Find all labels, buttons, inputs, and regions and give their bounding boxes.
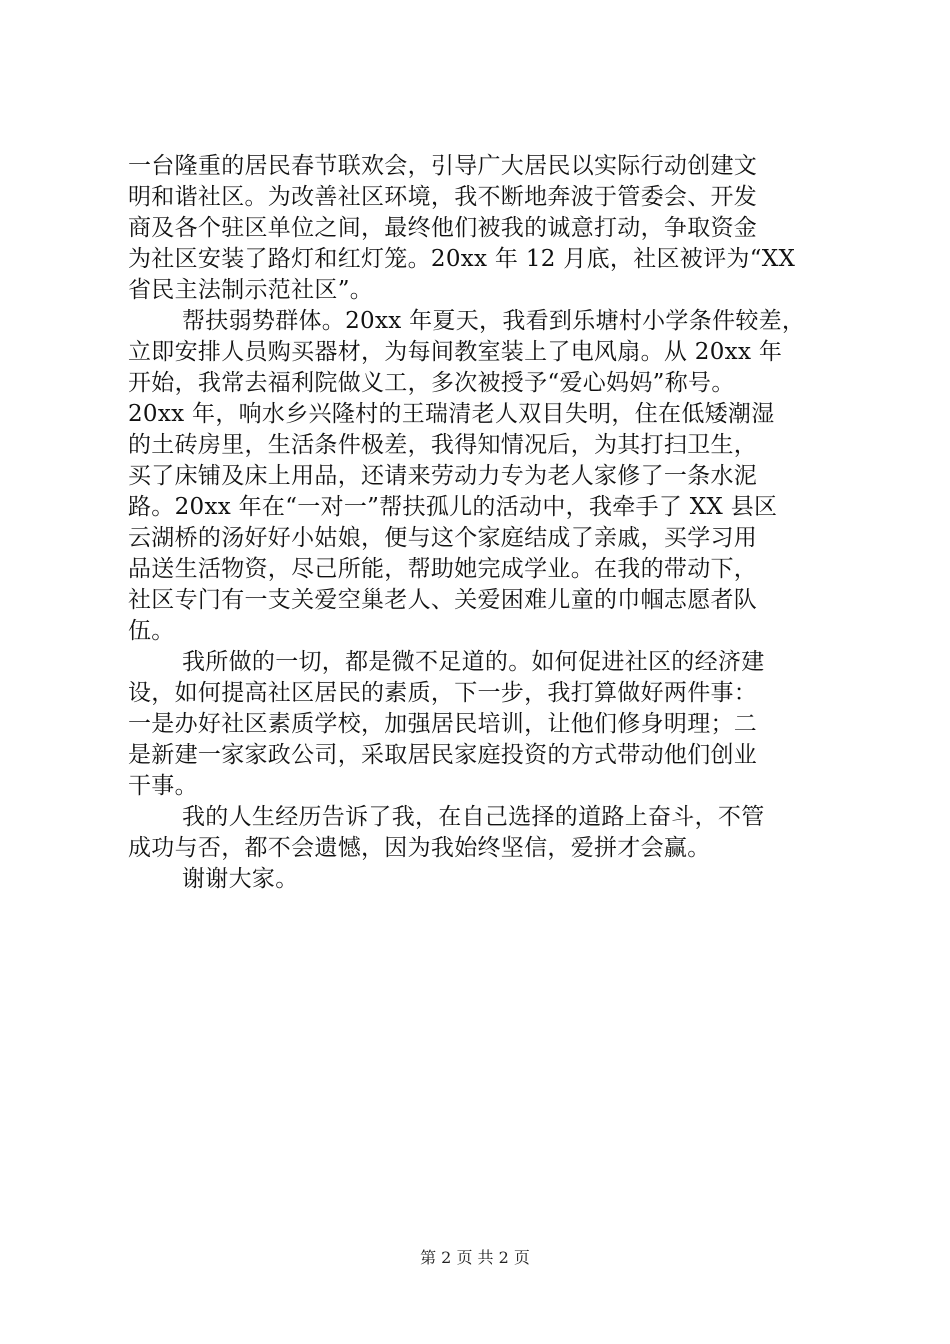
closing-line: 谢谢大家。 — [182, 866, 299, 892]
text-line: 的土砖房里，生活条件极差，我得知情况后，为其打扫卫生， — [128, 432, 758, 458]
text-line: 干事。 — [128, 773, 198, 799]
paragraph-start-line: 我的人生经历告诉了我，在自己选择的道路上奋斗，不管 — [182, 804, 765, 830]
text-line: 买了床铺及床上用品，还请来劳动力专为老人家修了一条水泥 — [128, 463, 758, 489]
text-line: 商及各个驻区单位之间，最终他们被我的诚意打动，争取资金 — [128, 215, 758, 241]
text-line: 立即安排人员购买器材，为每间教室装上了电风扇。从 20xx 年 — [128, 339, 783, 365]
text-line: 路。20xx 年在“一对一”帮扶孤儿的活动中，我牵手了 XX 县区 — [128, 494, 778, 520]
text-line: 明和谐社区。为改善社区环境，我不断地奔波于管委会、开发 — [128, 184, 758, 210]
body-text — [128, 151, 850, 895]
text-line: 品送生活物资，尽己所能，帮助她完成学业。在我的带动下， — [128, 556, 758, 582]
text-line: 省民主法制示范社区”。 — [128, 277, 374, 303]
text-line: 为社区安装了路灯和红灯笼。20xx 年 12 月底，社区被评为“XX — [128, 246, 796, 272]
paragraph-start-line: 帮扶弱势群体。20xx 年夏天，我看到乐塘村小学条件较差， — [182, 308, 806, 334]
text-line: 20xx 年，响水乡兴隆村的王瑞清老人双目失明，住在低矮潮湿 — [128, 401, 775, 427]
text-line: 社区专门有一支关爱空巢老人、关爱困难儿童的巾帼志愿者队 — [128, 587, 758, 613]
text-line: 一台隆重的居民春节联欢会，引导广大居民以实际行动创建文 — [128, 153, 758, 179]
text-line: 设，如何提高社区居民的素质，下一步，我打算做好两件事： — [128, 680, 758, 706]
page-number: 第 2 页 共 2 页 — [420, 1248, 530, 1267]
text-line: 成功与否，都不会遗憾，因为我始终坚信，爱拼才会赢。 — [128, 835, 711, 861]
text-line: 伍。 — [128, 618, 175, 644]
text-line: 一是办好社区素质学校，加强居民培训，让他们修身明理；二 — [128, 711, 758, 737]
paragraph-start-line: 我所做的一切，都是微不足道的。如何促进社区的经济建 — [182, 649, 765, 675]
page-footer — [0, 1245, 950, 1268]
text-line: 云湖桥的汤好好小姑娘，便与这个家庭结成了亲戚，买学习用 — [128, 525, 758, 551]
text-line: 开始，我常去福利院做义工，多次被授予“爱心妈妈”称号。 — [128, 370, 735, 396]
text-line: 是新建一家家政公司，采取居民家庭投资的方式带动他们创业 — [128, 742, 758, 768]
